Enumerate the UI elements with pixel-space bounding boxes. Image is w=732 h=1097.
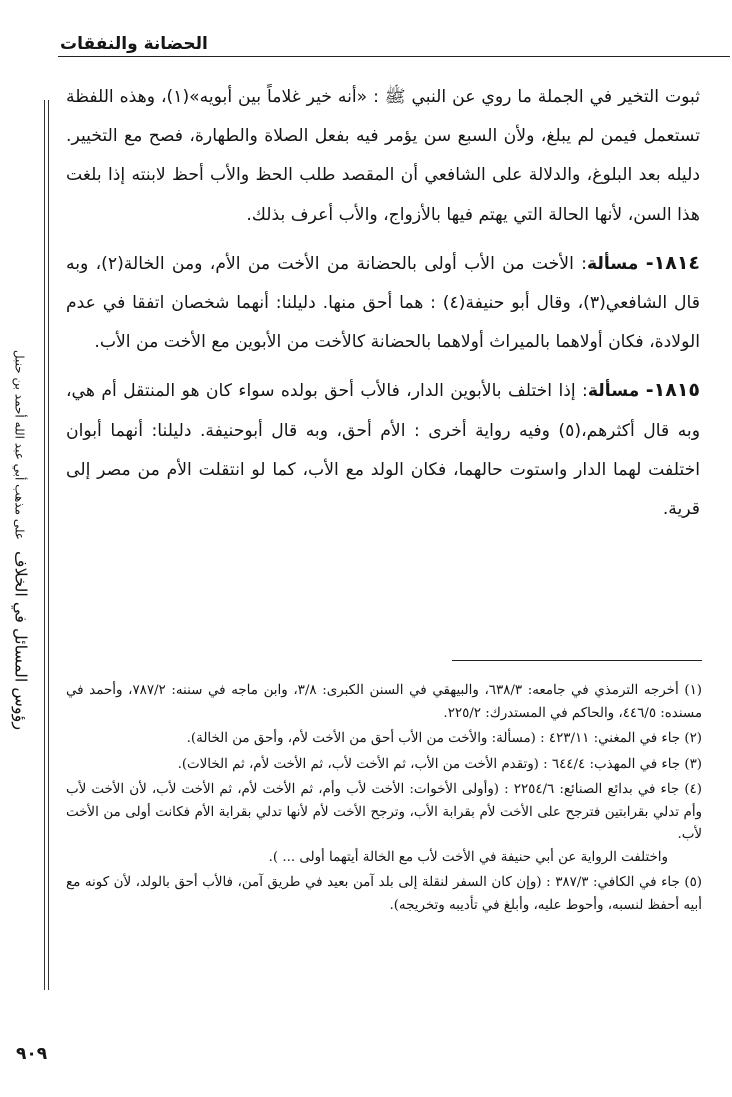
issue-keyword: مسألة xyxy=(586,253,639,274)
footnote-text: جاء في المغني: ٤٢٣/١١ : (مسألة: والأخت من الأب أحق من الأخت لأم، وأحق من الخالة). xyxy=(186,731,681,746)
footnote-mark: (٣) xyxy=(684,756,702,772)
footnote-3 xyxy=(66,754,702,777)
footnote-separator xyxy=(452,660,702,661)
paragraph-text: ثبوت التخير في الجملة ما روي عن النبي ﷺ : «أنه خير غلاماً بين أبويه»(١)، وهذه اللفظة تستعمل فيمن لم يبلغ، ولأن السبع سن يؤمر فيه بفعل الصلاة والطهارة، فصح مع التخيير. دليله بعد البلوغ، والدلالة على الشافعي أن المقصد طلب الحظ والأب أحظ لابنته إذا بلغت هذا السن، لأنها الحالة التي يهتم فيها بالأزواج، والأب أعرف بذلك. xyxy=(66,87,700,225)
footnote-text: جاء في بدائع الصنائع: ٢٢٥٤/٦ : (وأولى الأخوات: الأخت لأب وأم، ثم الأخت لأم، ثم الأخت لأب، لأن الأخت لأب وأم تدلي بقرابتين فترجح على الأخت لأم بقرابة الأب، وترجح الأخت لأم لأنها تدلي بقرابة الأم فكانت أولى من الأخت لأب. xyxy=(66,782,702,842)
footnote-1 xyxy=(66,680,702,725)
footnote-4 xyxy=(66,779,702,869)
issue-keyword: مسألة xyxy=(587,381,640,402)
side-book-title xyxy=(4,349,38,731)
side-rule xyxy=(48,100,49,990)
footnote-mark: (٥) xyxy=(684,875,702,890)
paragraph-issue-1815 xyxy=(66,371,700,529)
paragraph-issue-1814 xyxy=(66,244,700,363)
book-subtitle: على مذهب أبي عبد الله أحمد بن حنبل xyxy=(12,349,27,540)
footnote-mark: (٤) xyxy=(684,782,702,797)
footnote-5 xyxy=(66,872,702,917)
footnote-2 xyxy=(66,728,702,751)
running-header-title: الحضانة والنفقات xyxy=(60,34,208,54)
footnote-text-continued: واختلفت الرواية عن أبي حنيفة في الأخت لأب مع الخالة أيتهما أولى ... ). xyxy=(268,849,668,865)
side-book-title-text xyxy=(12,350,31,730)
book-title: رؤوس المسائل في الخلاف xyxy=(11,551,31,731)
page-number: ٩٠٩ xyxy=(16,1044,48,1064)
footnote-text: أخرجه الترمذي في جامعه: ٦٣٨/٣، والبيهقي في السنن الكبرى: ٣/٨، وابن ماجه في سننه: ٧٨٧/٢، وأحمد في مسنده: ٤٤٦/٥، والحاكم في المستدرك: ٢٢٥/٢. xyxy=(66,683,702,721)
issue-number: ١٨١٥- xyxy=(645,379,701,402)
footnote-mark: (٢) xyxy=(684,731,702,746)
main-text xyxy=(66,78,700,529)
footnote-text: جاء في المهذب: ٦٤٤/٤ : (وتقدم الأخت من الأب، ثم الأخت لأب، ثم الأخت لأم، ثم الخالات). xyxy=(177,756,681,772)
footnote-mark: (١) xyxy=(684,683,702,698)
paragraph-text: : إذا اختلف بالأبوين الدار، فالأب أحق بولده سواء كان هو المنتقل أم هي، وبه قال أكثرهم،(٥) وفيه رواية أخرى : الأم أحق، وبه قال أبوحنيفة. دليلنا: أنهما أبوان اختلفت لهما الدار واستوت حالهما، فكان الولد مع الأب، كما لو انتقلت الأم من مصر إلى قرية. xyxy=(66,381,700,520)
footnote-text: جاء في الكافي: ٣٨٧/٣ : (وإن كان السفر لنقلة إلى بلد آمن بعيد في طريق آمن، فالأب أحق بالولد، لأن كونه مع أبيه أحفظ لنسبه، وأحوط عليه، وأبلغ في تأديبه وتخريجه). xyxy=(66,875,702,913)
paragraph-text: : الأخت من الأب أولى بالحضانة من الأخت من الأم، ومن الخالة(٢)، وبه قال الشافعي(٣)، وقال أبو حنيفة(٤) : هما أحق منها. دليلنا: أنهما شخصان اتفقا في عدم الولادة، فكان أولاهما بالميراث أولاهما بالحضانة كالأخت من الأبوين مع الأخت من الأب. xyxy=(66,253,700,353)
issue-number: ١٨١٤- xyxy=(645,251,701,274)
paragraph-1 xyxy=(66,78,700,235)
footnotes xyxy=(66,680,702,920)
side-rule xyxy=(44,100,45,990)
header-rule xyxy=(58,56,730,57)
